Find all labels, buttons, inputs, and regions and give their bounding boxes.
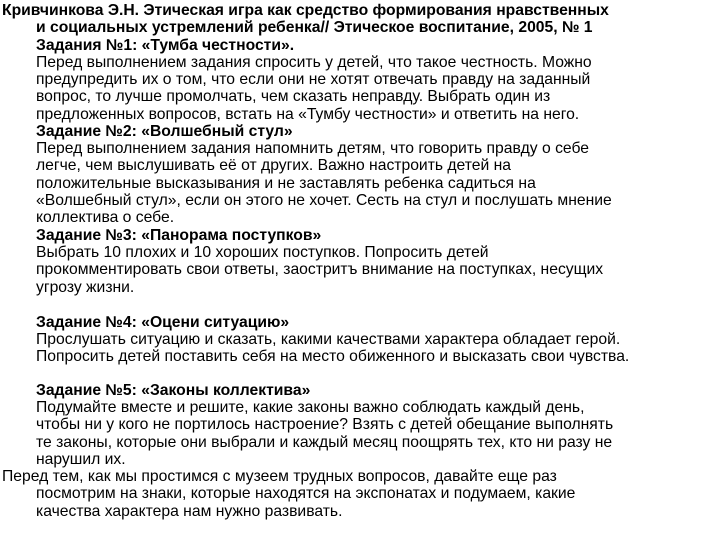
task5-text-line: те законы, которые они выбрали и каждый месяц поощрять тех, кто ни разу не [36,434,613,451]
task4-text-line: Прослушать ситуацию и сказать, какими качествами характера обладает герой. [36,331,621,348]
task4-text-line: Попросить детей поставить себя на место обиженного и высказать свои чувства. [36,348,630,365]
task1-text-line: Перед выполнением задания спросить у детей, что такое честность. Можно [36,54,592,71]
task2-text-line: легче, чем выслушивать её от других. Важно настроить детей на [36,157,512,174]
task1-text-line: предложенных вопросов, встать на «Тумбу честности» и ответить на него. [36,106,580,123]
task5-title: Задание №5: «Законы коллектива» [36,382,311,399]
task5-text-line: нарушил их. [36,451,126,468]
task4-title: Задание №4: «Оцени ситуацию» [36,314,290,331]
reference-line-2: и социальных устремлений ребенка// Этическое воспитание, 2005, № 1 [36,19,593,36]
task2-text-line: «Волшебный стул», если он этого не хочет. Сесть на стул и послушать мнение [36,192,612,209]
task5-text-line: Подумайте вместе и решите, какие законы важно соблюдать каждый день, [36,399,585,416]
task3-title: Задание №3: «Панорама поступков» [36,227,322,244]
task1-text-line: предупредить их о том, что если они не хотят отвечать правду на заданный [36,71,591,88]
closing-text-line: посмотрим на знаки, которые находятся на экспонатах и подумаем, какие [36,485,576,502]
task3-text-line: угрозу жизни. [36,279,135,296]
task1-text-line: вопрос, то лучше промолчать, чем сказать неправду. Выбрать один из [36,88,551,105]
task3-text-line: Выбрать 10 плохих и 10 хороших поступков. Попросить детей [36,244,489,261]
task5-text-line: чтобы ни у кого не портилось настроение? Взять с детей обещание выполнять [36,416,614,433]
task2-text-line: Перед выполнением задания напомнить детям, что говорить правду о себе [36,140,590,157]
task2-text-line: коллектива о себе. [36,209,175,226]
closing-text-line: качества характера нам нужно развивать. [36,503,343,520]
reference-line-1: Кривчинкова Э.Н. Этическая игра как средство формирования нравственных [2,2,609,19]
task3-text-line: прокомментировать свои ответы, заостритъ внимание на поступках, несущих [36,261,604,278]
task2-text-line: положительные высказывания и не заставлять ребенка садиться на [36,175,536,192]
task1-title: Задания №1: «Тумба честности». [36,37,295,54]
closing-text-line: Перед тем, как мы простимся с музеем трудных вопросов, давайте еще раз [2,468,557,485]
task2-title: Задание №2: «Волшебный стул» [36,123,293,140]
